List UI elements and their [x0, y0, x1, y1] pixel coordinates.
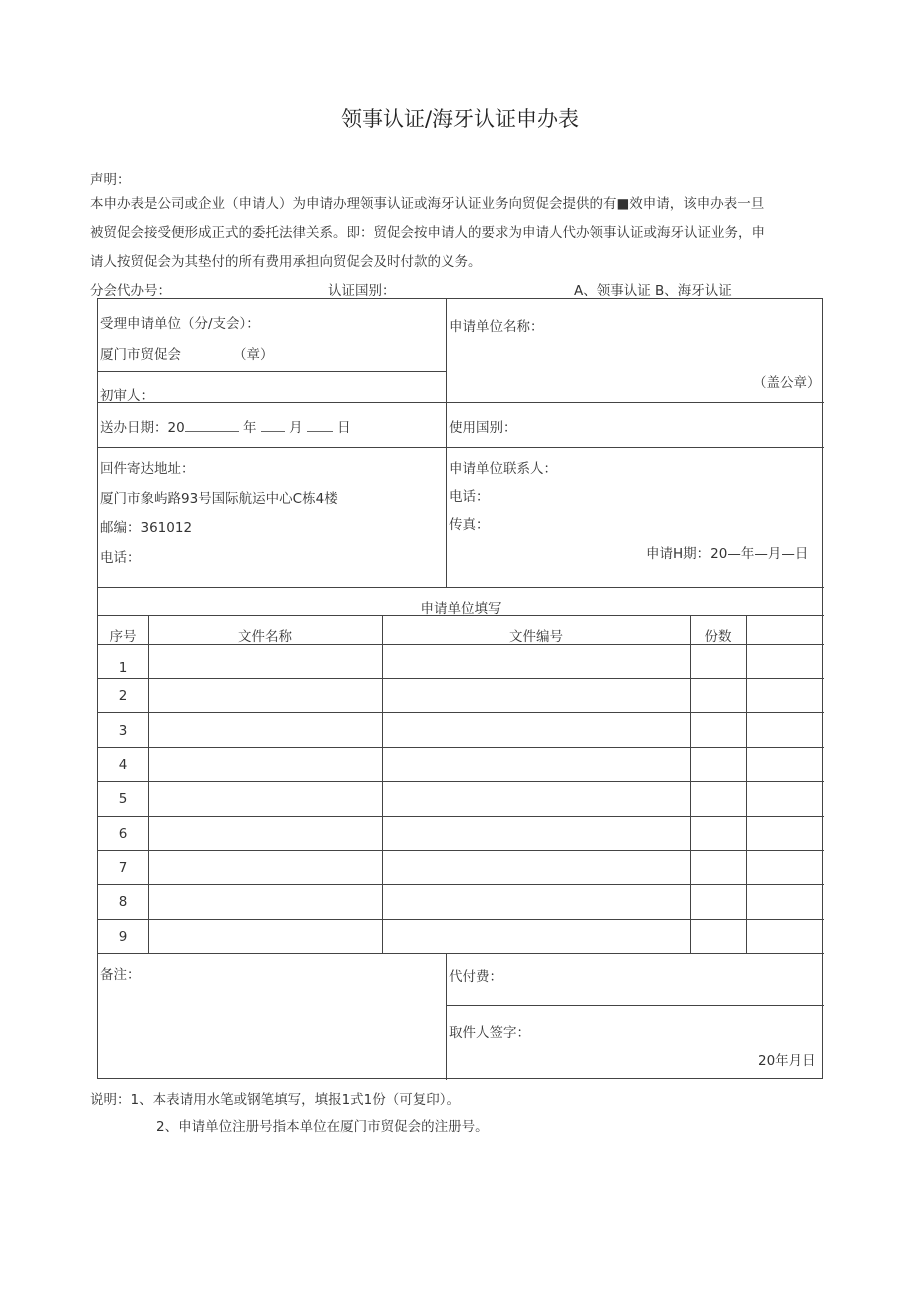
doc-section-title: 申请单位填写: [420, 601, 502, 617]
row-number: 1: [118, 660, 128, 676]
grid-line: [98, 747, 824, 748]
declaration-line-1: 本申办表是公司或企业（申请人）为申请办理领事认证或海牙认证业务向贸促会提供的有■效申请，该申办表一旦: [90, 196, 765, 212]
day-label: 日: [337, 420, 351, 436]
use-country-label: 使用国别：: [449, 420, 517, 436]
contact-label: 申请单位联系人：: [449, 461, 557, 477]
year-blank: [185, 419, 239, 432]
applicant-name-label: 申请单位名称：: [449, 319, 544, 335]
grid-line: [98, 884, 824, 885]
application-form-table: [97, 298, 823, 1079]
grid-line: [98, 447, 824, 448]
postcode: 邮编：361012: [100, 520, 193, 536]
return-address-value: 厦门市象屿路93号国际航运中心C栋4楼: [100, 491, 338, 507]
month-label: 月: [289, 420, 303, 436]
grid-line: [446, 953, 447, 1080]
grid-line: [98, 587, 824, 588]
header-file-number: 文件编号: [509, 629, 563, 645]
grid-line: [98, 678, 824, 679]
note-1: 说明：1、本表请用水笔或钢笔填写，填报1式1份（可复印）。: [90, 1092, 461, 1108]
submit-date-prefix: 送办日期：20: [100, 420, 185, 436]
grid-line: [382, 615, 383, 953]
cert-type-options: A、领事认证 B、海牙认证: [574, 283, 732, 299]
grid-line: [98, 402, 824, 403]
row-number: 2: [118, 688, 128, 704]
accept-unit-label: 受理申请单位（分/支会）：: [100, 316, 260, 332]
grid-line: [446, 1005, 824, 1006]
grid-line: [746, 615, 747, 953]
first-reviewer-label: 初审人：: [100, 388, 154, 404]
return-address-label: 回件寄达地址：: [100, 461, 195, 477]
header-seq: 序号: [109, 629, 137, 645]
row-number: 6: [118, 826, 128, 842]
row-number: 8: [118, 894, 128, 910]
row-number: 7: [118, 860, 128, 876]
pickup-date: 20年月日: [758, 1053, 816, 1069]
applicant-seal-label: （盖公章）: [753, 375, 821, 391]
grid-line: [98, 712, 824, 713]
year-label: 年: [242, 420, 257, 436]
note-2: 2、申请单位注册号指本单位在厦门市贸促会的注册号。: [156, 1119, 489, 1135]
grid-line: [98, 816, 824, 817]
submit-date-field: [100, 416, 351, 436]
branch-code-label: 分会代办号：: [90, 283, 171, 299]
declaration-label: 声明：: [90, 172, 131, 188]
grid-line: [98, 919, 824, 920]
phone-label: 电话：: [100, 550, 141, 566]
seal-label: （章）: [233, 347, 274, 363]
grid-line: [98, 953, 824, 954]
row-number: 9: [118, 929, 128, 945]
grid-line: [98, 371, 446, 372]
pickup-signature-label: 取件人签字：: [449, 1025, 530, 1041]
grid-line: [98, 781, 824, 782]
accept-unit-value: 厦门市贸促会: [100, 347, 181, 363]
declaration-line-2: 被贸促会接受便形成正式的委托法律关系。即：贸促会按申请人的要求为申请人代办领事认证或海牙认证业务，申: [90, 225, 765, 241]
remarks-label: 备注：: [100, 967, 141, 983]
header-file-name: 文件名称: [238, 629, 292, 645]
proxy-fee-label: 代付费：: [449, 969, 503, 985]
cert-country-label: 认证国别：: [328, 283, 396, 299]
apply-date: 申请H期：20—年—月—日: [646, 546, 809, 562]
row-number: 4: [118, 757, 128, 773]
month-blank: [261, 419, 285, 432]
grid-line: [98, 850, 824, 851]
page-title: 领事认证/海牙认证申办表: [340, 107, 580, 131]
grid-line: [148, 615, 149, 953]
grid-line: [690, 615, 691, 953]
grid-line: [446, 299, 447, 587]
header-copies: 份数: [704, 629, 732, 645]
declaration-line-3: 请人按贸促会为其垫付的所有费用承担向贸促会及时付款的义务。: [90, 254, 482, 270]
row-number: 3: [118, 723, 128, 739]
fax-label: 传真：: [449, 517, 490, 533]
row-number: 5: [118, 791, 128, 807]
contact-phone-label: 电话：: [449, 489, 490, 505]
day-blank: [307, 419, 333, 432]
